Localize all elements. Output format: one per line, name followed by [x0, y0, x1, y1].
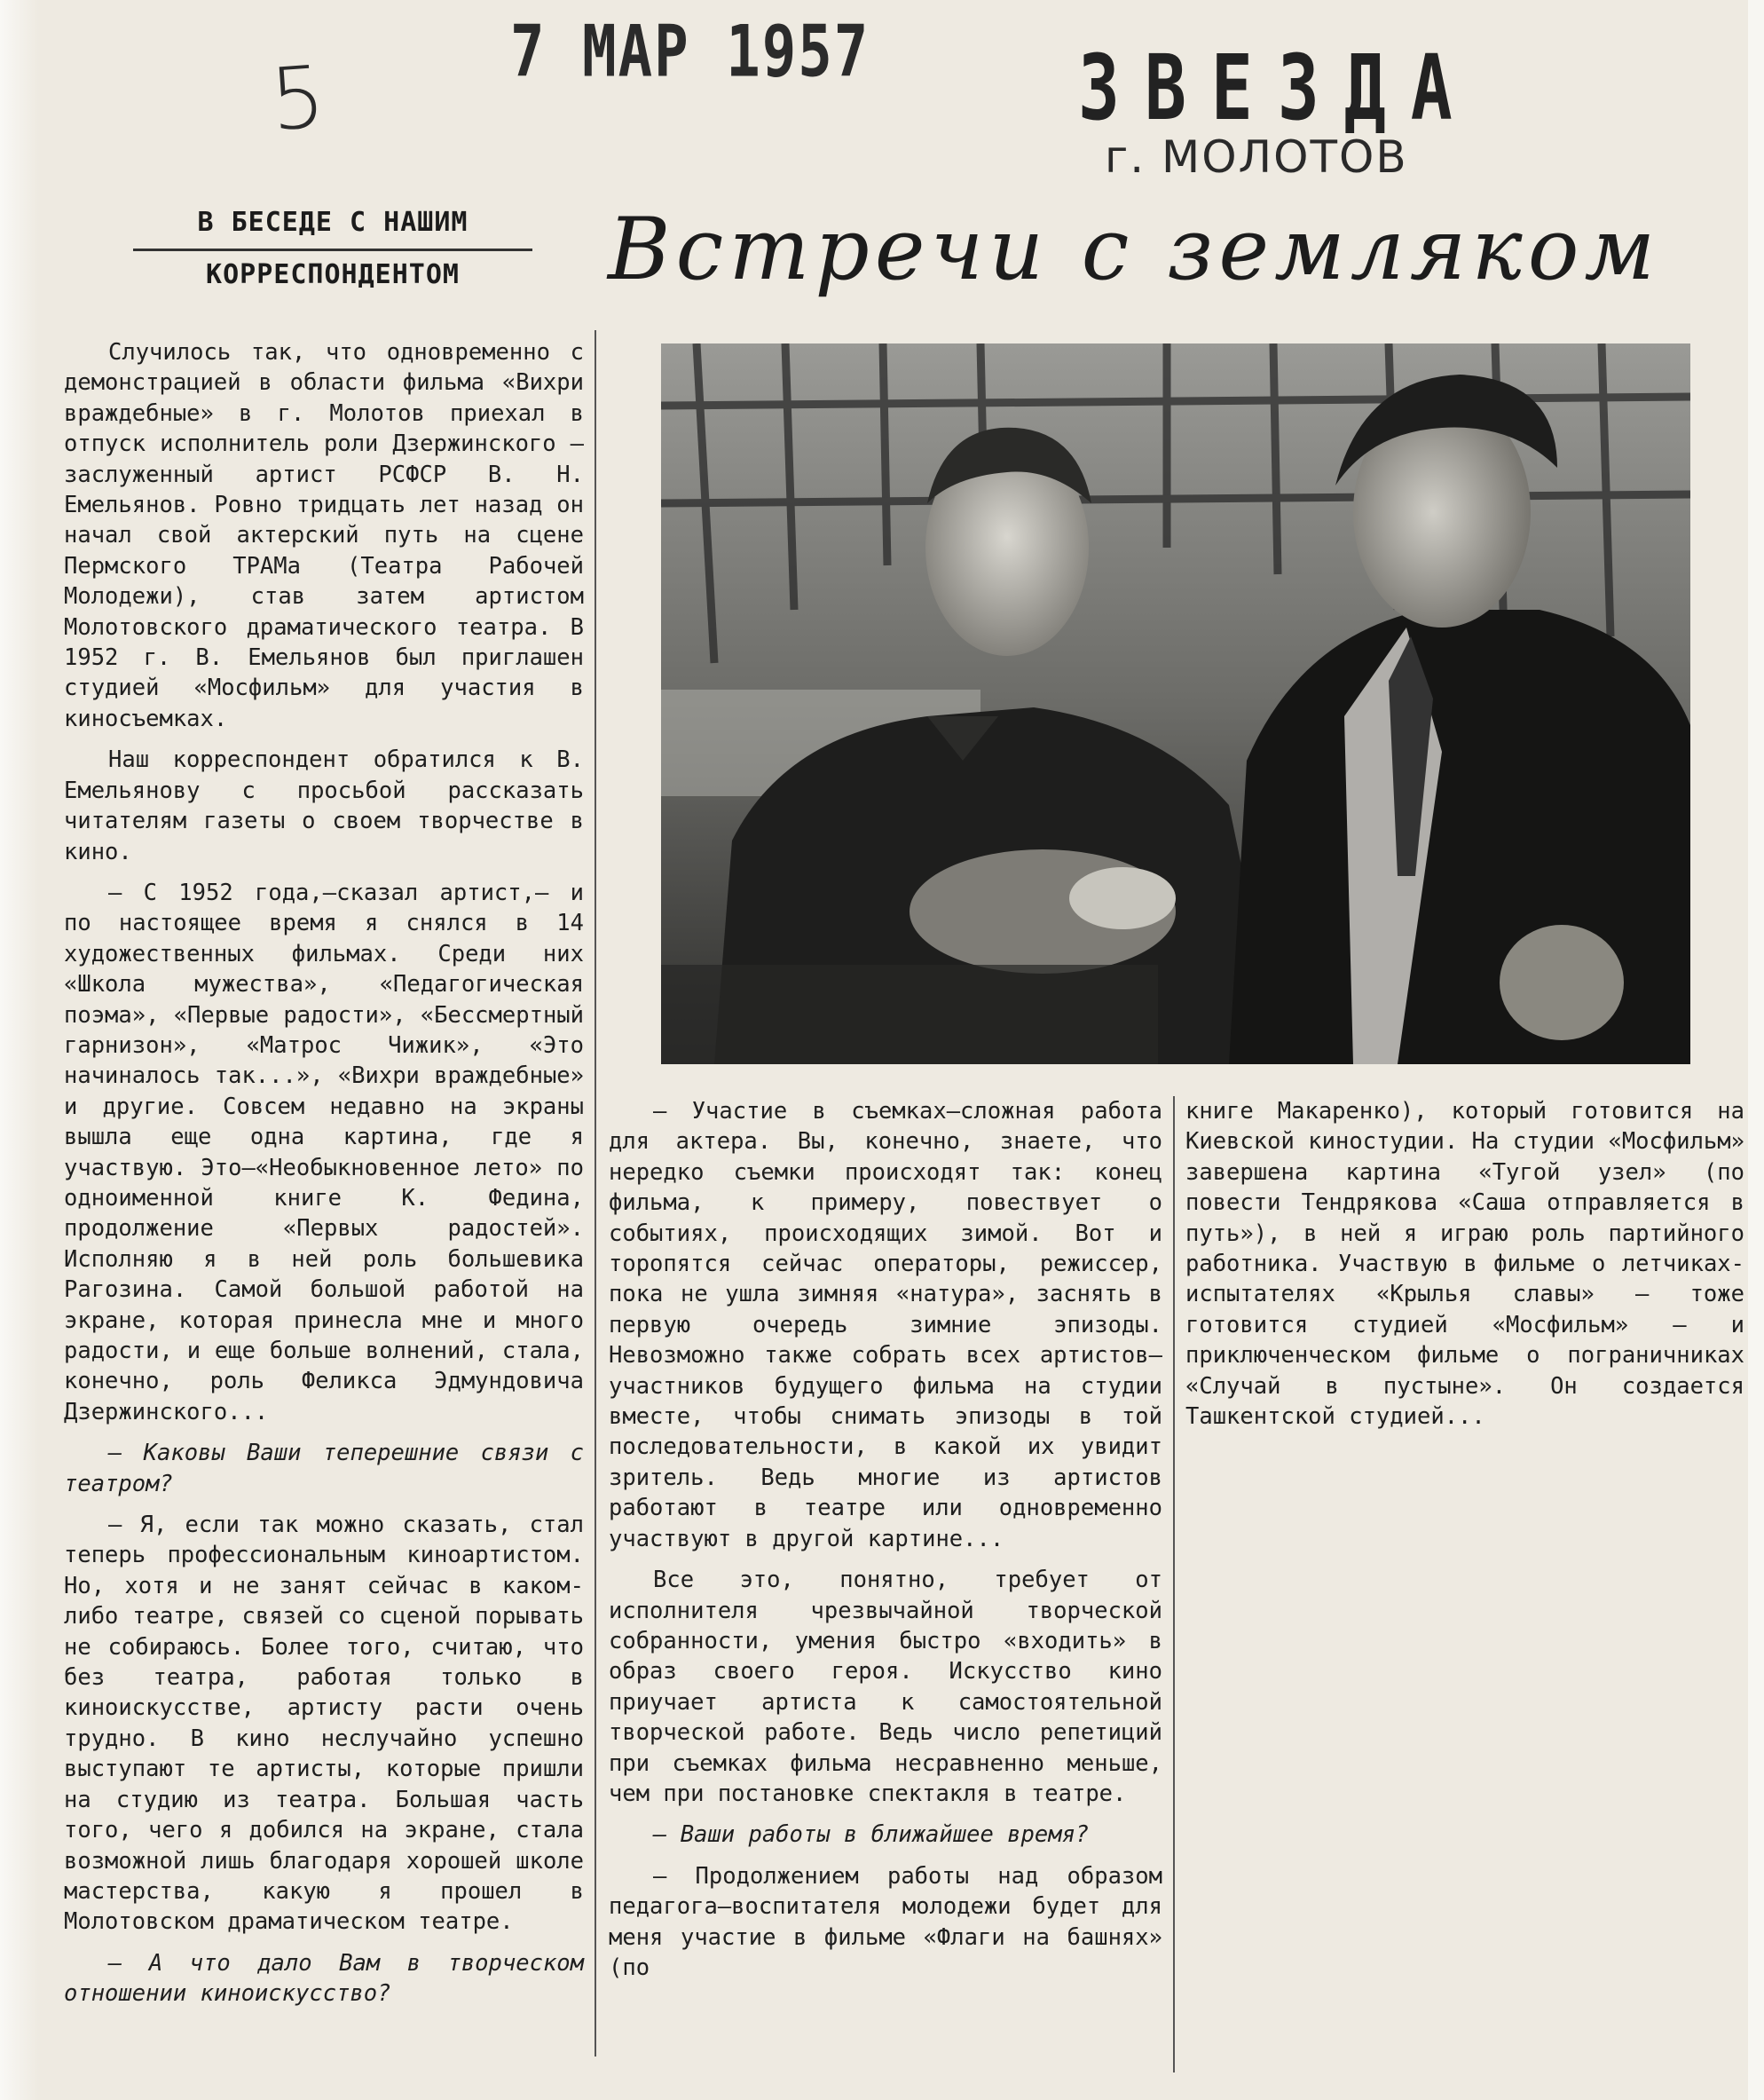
- handwritten-number: 5: [267, 47, 328, 150]
- column-rule: [1173, 1096, 1175, 2072]
- article-paragraph: — Продолжением работы над образом педагога—воспитателя молодежи будет для меня участие в фильме «Флаги на башнях» (по: [609, 1862, 1162, 1981]
- date-stamp: 7 МАР 1957: [510, 11, 870, 94]
- rubric-line-2: КОРРЕСПОНДЕНТОМ: [206, 259, 460, 290]
- interview-question: — Каковы Ваши теперешние связи с театром?: [64, 1440, 584, 1497]
- article-column-3: [1185, 1096, 1744, 1442]
- rubric: [133, 199, 532, 299]
- article-paragraph: — Участие в съемках—сложная работа для актера. Вы, конечно, знаете, что нередко съемки происходят так: конец фильма, к примеру, повествует о событиях, происходящих зимой. Вот и торопятся сейчас операторы, режиссер, пока не ушла зимняя «натура», заснять в первую очередь зимние эпизоды. Невозможно также собрать всех артистов—участников будущего фильма на студии вместе, чтобы снимать эпизоды в той последовательности, в какой их увидит зритель. Ведь многие из артистов работают в театре или одновременно участвуют в другой картине...: [609, 1098, 1162, 1552]
- interview-question: — А что дало Вам в творческом отношении киноискусство?: [64, 1949, 584, 2008]
- article-paragraph: Случилось так, что одновременно с демонстрацией в области фильма «Вихри враждебные» в г. Молотов приехал в отпуск исполнитель роли Дзержинского — заслуженный артист РСФСР В. Н. Емельянов. Ровно тридцать лет назад он начал свой актерский путь на сцене Пермского ТРАМа (Театра Рабочей Молодежи), став затем артистом Молотовского драматического театра. В 1952 г. В. Емельянов был приглашен студией «Мосфильм» для участия в киносъемках.: [64, 339, 584, 732]
- column-rule: [595, 330, 596, 2057]
- article-paragraph: Наш корреспондент обратился к В. Емельянову с просьбой рассказать читателям газеты о своем творчестве в кино.: [64, 746, 584, 865]
- rubric-line-1: В БЕСЕДЕ С НАШИМ: [133, 199, 532, 251]
- article-paragraph: — Я, если так можно сказать, стал теперь профессиональным киноартистом. Но, хотя и не занят сейчас в каком-либо театре, связей со сценой порывать не собираюсь. Более того, считаю, что без театра, работая только в киноискусстве, артисту расти очень трудно. В кино неслучайно успешно выступают те артисты, которые пришли на студию из театра. Большая часть того, чего я добился на экране, стала возможной лишь благодаря хорошей школе мастерства, какую я прошел в Молотовском драматическом театре.: [64, 1512, 584, 1936]
- article-paragraph: — С 1952 года,—сказал артист,— и по настоящее время я снялся в 14 художественных фильмах. Среди них «Школа мужества», «Педагогическая поэма», «Первые радости», «Бессмертный гарнизон», «Матрос Чижик», «Это начиналось так...», «Вихри враждебные» и другие. Совсем недавно на экраны вышла еще одна картина, где я участвую. Это—«Необыкновенное лето» по одноименной книге К. Федина, продолжение «Первых радостей». Исполняю я в ней роль большевика Рагозина. Самой большой работой на экране, которая принесла мне и много радости, и еще больше волнений, стала, конечно, роль Феликса Эдмундовича Дзержинского...: [64, 879, 584, 1425]
- article-column-1: [64, 337, 584, 2020]
- article-paragraph: Все это, понятно, требует от исполнителя чрезвычайной творческой собранности, умения быстро «входить» в образ своего героя. Искусство кино приучает артиста к самостоятельной творческой работе. Ведь число репетиций при съемках фильма несравненно меньше, чем при постановке спектакля в театре.: [609, 1567, 1162, 1807]
- paper-edge: [0, 0, 39, 2100]
- article-headline: Встречи с земляком: [608, 200, 1661, 299]
- article-column-2: [609, 1096, 1162, 1993]
- interview-question: — Ваши работы в ближайшее время?: [653, 1821, 1090, 1849]
- newspaper-name-stamp: ЗВЕЗДА: [1078, 36, 1477, 141]
- article-paragraph: книге Макаренко), который готовится на Киевской киностудии. На студии «Мосфильм» завершена картина «Тугой узел» (по повести Тендрякова «Саша отправляется в путь»), в ней я играю роль партийного работника. Участвую в фильме о летчиках-испытателях «Крылья славы» — тоже готовится студией «Мосфильм» — и приключенческом фильме о пограничниках «Случай в пустыне». Он создается Ташкентской студией...: [1185, 1098, 1744, 1431]
- city-stamp: г. МОЛОТОВ: [1105, 131, 1408, 183]
- article-photo: [661, 343, 1690, 1064]
